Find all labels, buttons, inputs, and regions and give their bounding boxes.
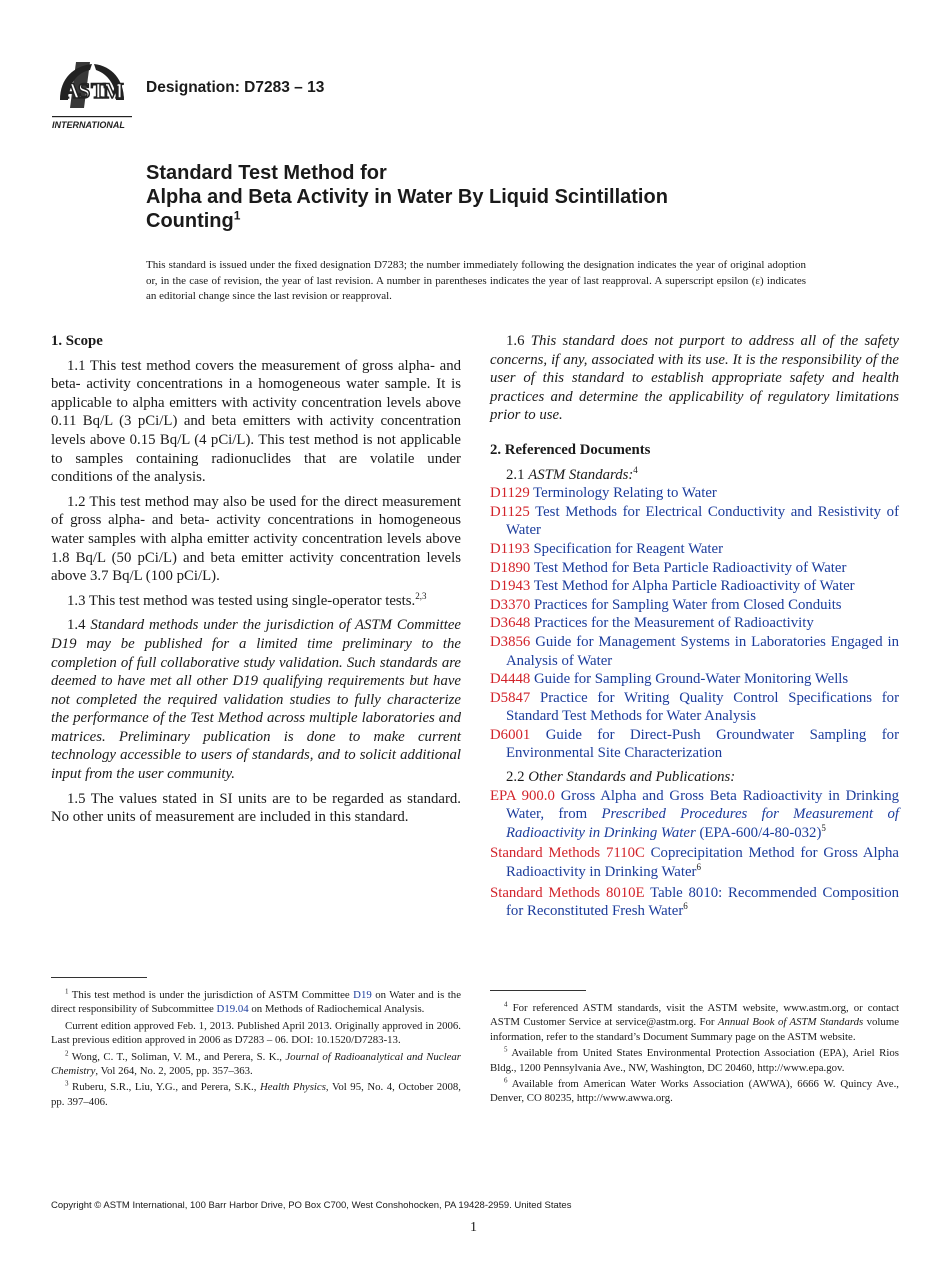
reference-epa-900[interactable]: EPA 900.0 Gross Alpha and Gross Beta Radioactivity in Drinking Water, from Prescribed Procedures for Measurement of Radioactivity in Drinking Water $(EPA-600/4-80-032)^5$ bbox=[490, 787, 899, 841]
astm-reference-list bbox=[490, 484, 899, 763]
footnotes-left bbox=[51, 988, 461, 1109]
committee-link[interactable]: D19 bbox=[353, 989, 372, 1001]
scope-1-6: 1.6 This standard does not purport to address all of the safety concerns, if any, associated with its use. It is the responsibility of the user of this standard to establish appropriate safety and health practices and determine the applicability of regulatory limitations prior to use. bbox=[490, 333, 899, 424]
reference-item[interactable]: D4448 Guide for Sampling Ground-Water Monitoring Wells bbox=[490, 671, 849, 688]
footnote-2: $^2$ Wong, C. T., Soliman, V. M., and Perera, S. K., Journal of Radioanalytical and Nuclear Chemistry, Vol 264, No. 2, 2005, pp. 357–363. bbox=[51, 1049, 461, 1078]
issued-note: This standard is issued under the fixed designation D7283; the number immediately following the designation indicates the year of original adoption or, in the case of revision, the year of last revision. A number in parentheses indicates the year of last reapproval. A superscript epsilon (ε) indicates an editorial change since the last revision or reapproval. bbox=[146, 259, 806, 302]
refdocs-heading: 2. Referenced Documents bbox=[490, 441, 651, 458]
title-footnote-mark[interactable]: 1 bbox=[233, 208, 241, 223]
designation: Designation: D7283 – 13 bbox=[146, 79, 325, 96]
reference-item[interactable]: D1193 Specification for Reagent Water bbox=[490, 540, 724, 557]
reference-item[interactable]: D3648 Practices for the Measurement of Radioactivity bbox=[490, 615, 814, 632]
scope-1-1: 1.1 This test method covers the measurement of gross alpha- and beta- activity concentrations in a homogeneous water sample. It is applicable to alpha emitters with activity concentration levels above 0.11 Bq/L (3 pCi/L) and beta emitters with activity concentration levels above 0.15 Bq/L (4 pCi/L). This test method is not applicable to samples containing radionuclides that are volatile under conditions of the analysis. bbox=[51, 357, 461, 486]
footnote-5: $^5$ Available from United States Environmental Protection Association (EPA), Ariel Rios Bldg., 1200 Pennsylvania Ave., NW, Washington, DC 20460, http://www.epa.gov. bbox=[490, 1045, 899, 1074]
svg-text:T: T bbox=[91, 78, 106, 103]
copyright: Copyright © ASTM International, 100 Barr Harbor Drive, PO Box C700, West Conshohocken, PA 19428-2959. United States bbox=[51, 1200, 572, 1211]
reference-item[interactable]: D3856 Guide for Management Systems in Laboratories Engaged in Analysis of Water bbox=[490, 633, 899, 669]
other-standards-label: 2.2 Other Standards and Publications: bbox=[506, 769, 736, 786]
footnote-rule-right bbox=[490, 990, 586, 991]
footnotes-right bbox=[490, 1001, 899, 1106]
footnote-rule-left bbox=[51, 977, 147, 978]
reference-item[interactable]: D3370 Practices for Sampling Water from Closed Conduits bbox=[490, 596, 842, 613]
page-number: 1 bbox=[470, 1220, 477, 1235]
scope-1-4: 1.4 Standard methods under the jurisdiction of ASTM Committee D19 may be published for a limited time preliminary to the completion of full collaborative study validation. Such standards are deemed to have met all other D19 qualifying requirements but have not completed the required validation studies to fully characterize the performance of the Test Method across multiple laboratories and matrices. Preliminary publication is done to make current technology accessible to users of standards, and to solicit additional input from the user community. bbox=[51, 617, 461, 783]
footnote-1-edition: Current edition approved Feb. 1, 2013. Published April 2013. Originally approved in 2006. Last previous edition approved in 2006 as D7283 – 06. DOI: 10.1520/D7283-13. bbox=[51, 1019, 461, 1047]
footnote-4: $^4$ For referenced ASTM standards, visit the ASTM website, www.astm.org, or contact ASTM Customer Service at service@astm.org. For Annual Book of ASTM Standards volume information, refer to the standard’s Document Summary page on the ASTM website. bbox=[490, 1000, 900, 1043]
left-column bbox=[51, 332, 461, 833]
scope-1-5: 1.5 The values stated in SI units are to be regarded as standard. No other units of measurement are included in this standard. bbox=[51, 790, 461, 826]
reference-item[interactable]: D6001 Guide for Direct-Push Groundwater Sampling for Environmental Site Characterization bbox=[490, 726, 900, 762]
reference-sm-8010e[interactable]: Standard Methods 8010E Table 8010: Recommended Composition for Reconstituted Fresh Water$^6$ bbox=[490, 884, 899, 920]
footnote-3: $^3$ Ruberu, S.R., Liu, Y.G., and Perera, S.K., Health Physics, Vol 95, No. 4, October 2008, pp. 397–406. bbox=[51, 1079, 462, 1108]
right-column bbox=[490, 332, 899, 921]
svg-text:M: M bbox=[103, 78, 124, 103]
svg-text:A: A bbox=[64, 78, 80, 103]
scope-1-3: 1.3 This test method was tested using single-operator tests.$^{2,3}$ bbox=[67, 590, 427, 609]
scope-1-2: 1.2 This test method may also be used for the direct measurement of gross alpha- and beta- activity concentrations in homogeneous water samples with alpha emitter activity concentration levels above 1.8 Bq/L (50 pCi/L) and beta emitter activity concentration levels above 3.7 Bq/L (100 pCi/L). bbox=[51, 493, 461, 585]
reference-item[interactable]: D1125 Test Methods for Electrical Conductivity and Resistivity of Water bbox=[490, 503, 899, 539]
reference-item[interactable]: D5847 Practice for Writing Quality Control Specifications for Standard Test Methods for Water Analysis bbox=[490, 689, 900, 725]
reference-item[interactable]: D1890 Test Method for Beta Particle Radioactivity of Water bbox=[490, 559, 847, 576]
footnote-1: $^1$ This test method is under the jurisdiction of ASTM Committee D19 on Water and is the direct responsibility of Subcommittee D19.04 on Methods of Radiochemical Analysis. bbox=[51, 987, 461, 1016]
title-line-3: Counting$^1$ bbox=[146, 208, 241, 232]
svg-text:INTERNATIONAL: INTERNATIONAL bbox=[52, 120, 125, 130]
subcommittee-link[interactable]: D19.04 bbox=[216, 1003, 249, 1016]
reference-item[interactable]: D1943 Test Method for Alpha Particle Radioactivity of Water bbox=[490, 578, 855, 595]
scope-heading: 1. Scope bbox=[51, 333, 103, 349]
title-line-1: Standard Test Method for bbox=[146, 162, 387, 184]
document-title bbox=[146, 161, 668, 233]
footnote-6: $^6$ Available from American Water Works Association (AWWA), 6666 W. Quincy Ave., Denver, CO 80235, http://www.awwa.org. bbox=[490, 1076, 899, 1105]
reference-item[interactable]: D1129 Terminology Relating to Water bbox=[490, 485, 717, 502]
title-line-2: Alpha and Beta Activity in Water By Liquid Scintillation bbox=[146, 186, 668, 208]
svg-text:S: S bbox=[78, 78, 91, 103]
reference-sm-7110c[interactable]: Standard Methods 7110C Coprecipitation Method for Gross Alpha Radioactivity in Drinking Water$^6$ bbox=[490, 845, 900, 881]
astm-logo bbox=[50, 58, 134, 134]
footnote-mark-2-3[interactable]: 2,3 bbox=[415, 590, 427, 601]
astm-standards-label: 2.1 ASTM Standards:$^4$ bbox=[506, 464, 638, 483]
